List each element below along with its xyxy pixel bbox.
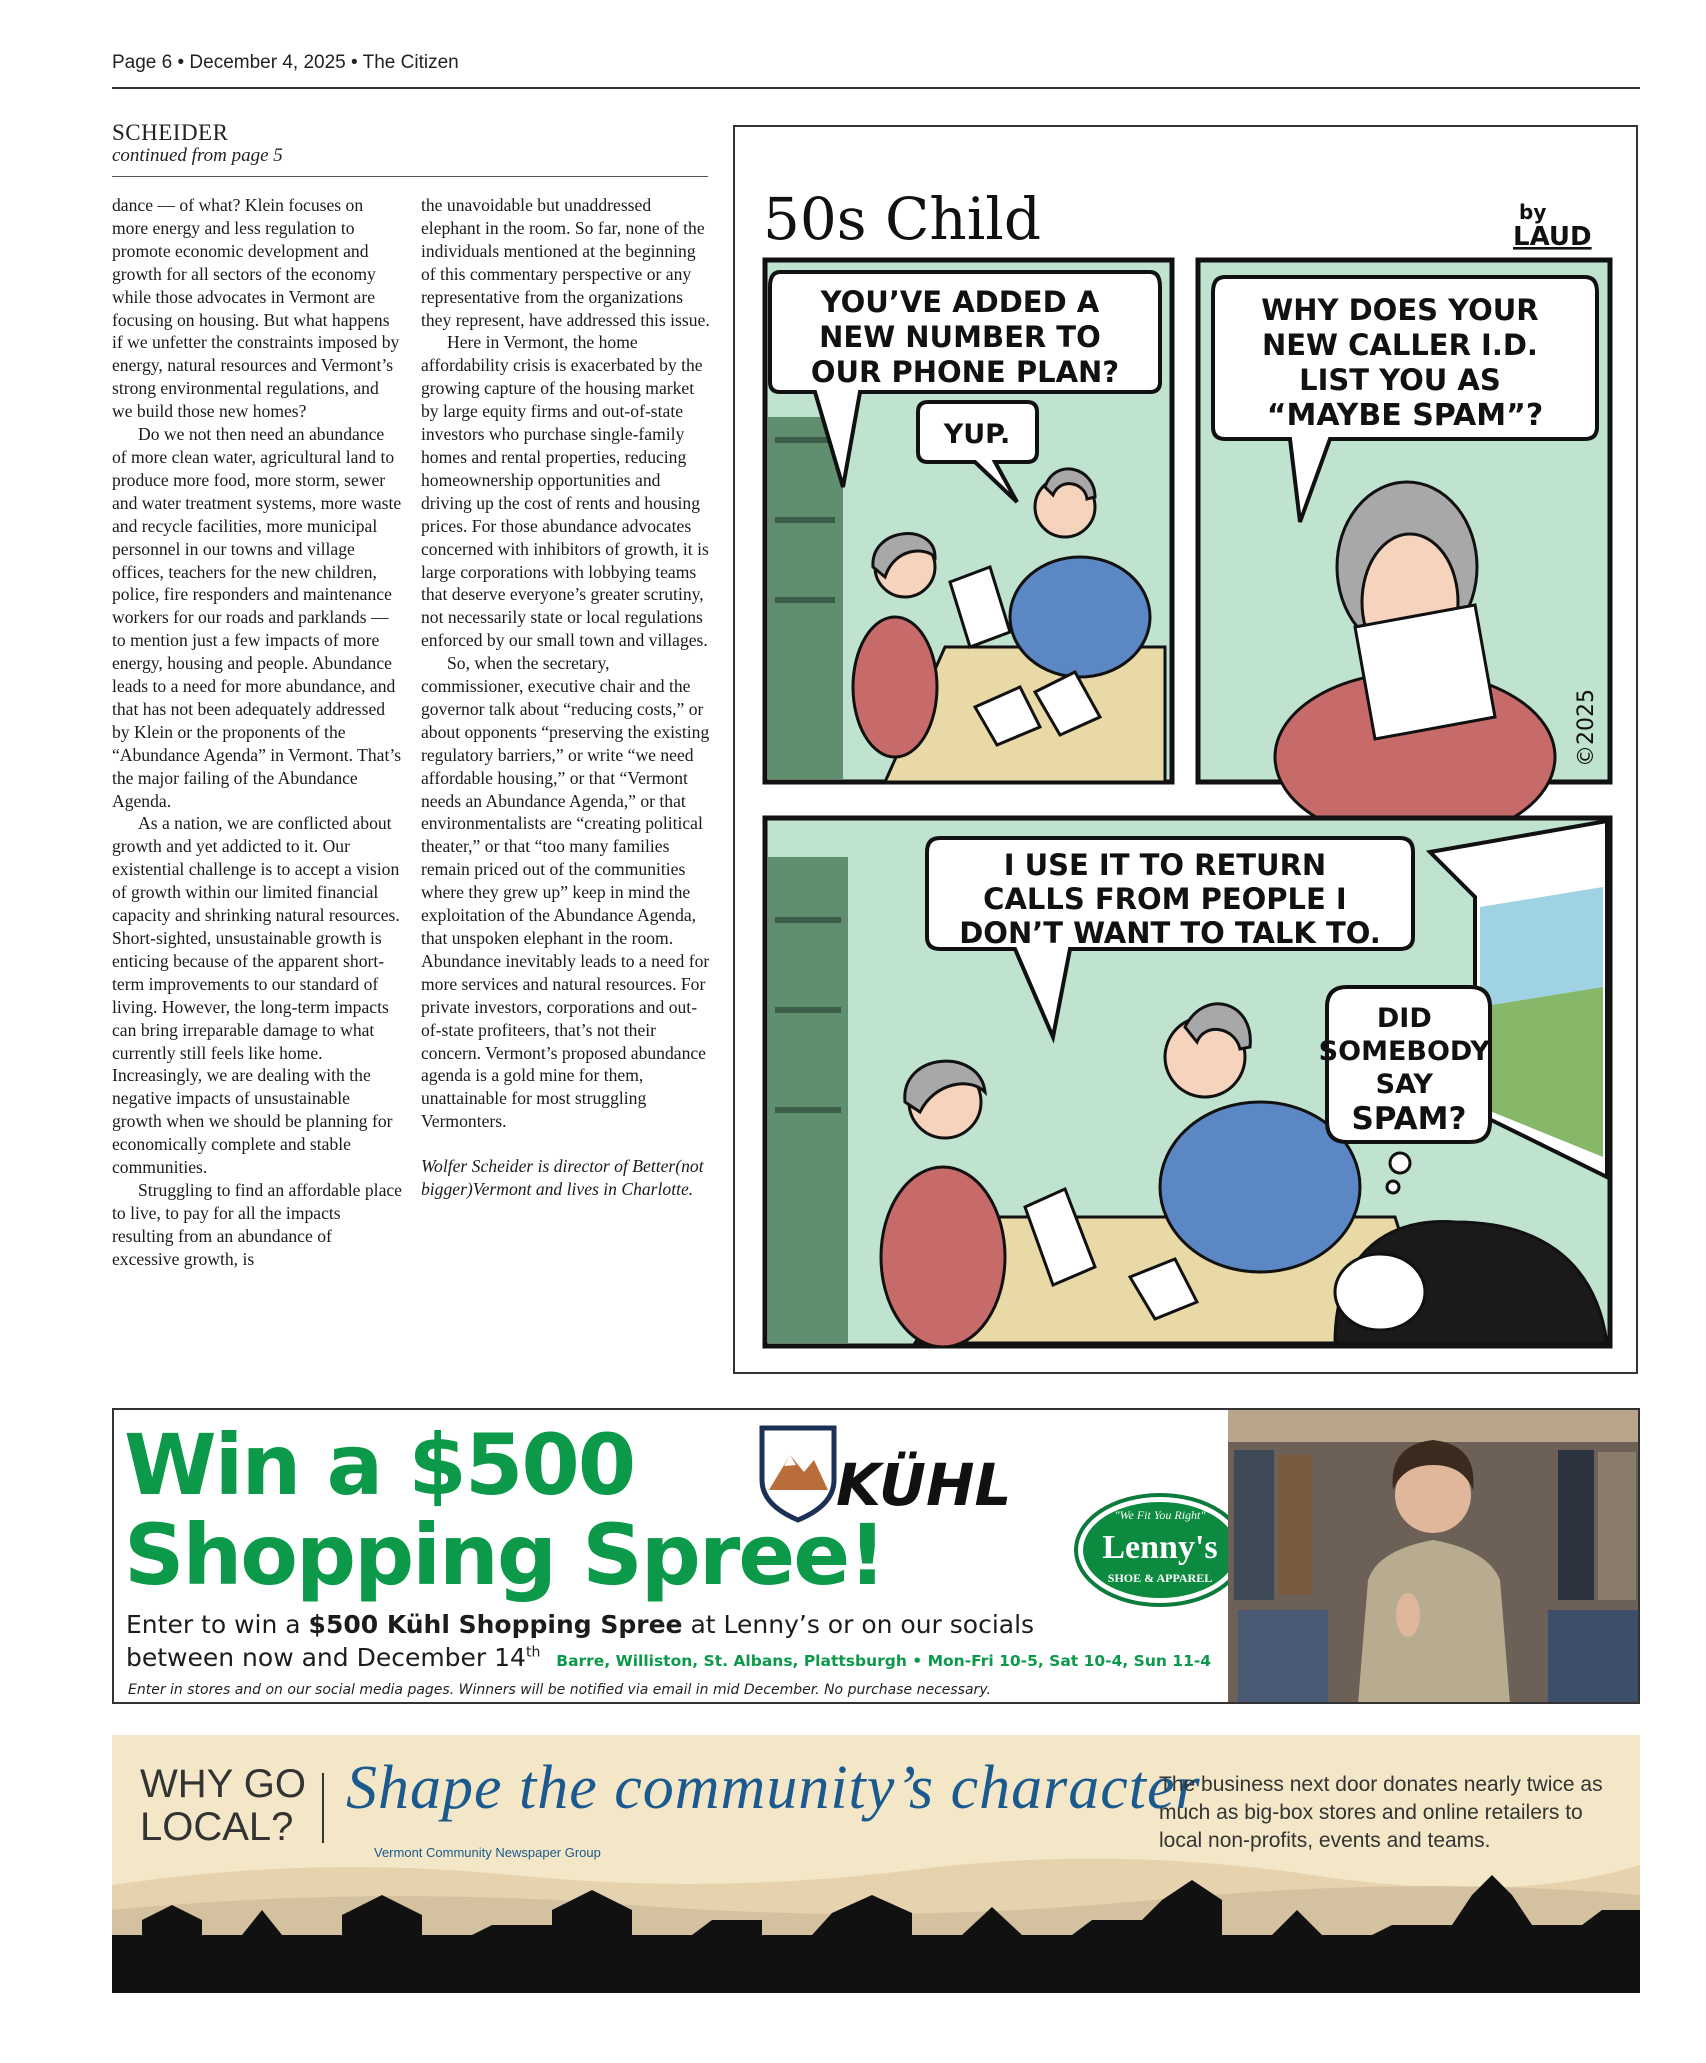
author-bio: Wolfer Scheider is director of Better(not bigger)Vermont and lives in Charlotte. — [421, 1156, 704, 1200]
ad-headline — [124, 1416, 885, 1604]
comic-p1-line-1: YOU’VE ADDED A — [820, 285, 1100, 319]
kuhl-wordmark: KÜHL — [836, 1451, 1012, 1519]
comic-panel-2 — [1198, 260, 1610, 842]
comic-p3-thought-4: SPAM? — [1351, 1101, 1467, 1137]
paragraph: As a nation, we are conflicted about growth and yet addicted to it. Our existential challenge is to accept a vision of growth within our limited financial capacity and shrinking natural resources. Short-sighted, unsustainable growth is enticing because of the apparent short-term improvements to our standard of living. However, the long-term impacts can bring irreparable damage to what currently still feels like home. Increasingly, we are dealing with the negative impacts of unsustainable growth when we should be planning for economically complete and stable communities. — [112, 813, 400, 1178]
comic-p3-thought-2: SOMEBODY — [1318, 1036, 1490, 1067]
ad-entry-line-2 — [126, 1643, 1211, 1672]
ad-entry-date: between now and December 14 — [126, 1643, 526, 1672]
comic-p2-line-4: “MAYBE SPAM”? — [1266, 398, 1544, 433]
ad-headline-line-2: Shopping Spree! — [124, 1506, 885, 1604]
lennys-logo — [1076, 1495, 1228, 1605]
comic-copyright: ©2025 — [1574, 689, 1599, 767]
article-column-2 — [421, 194, 711, 1201]
paragraph: dance — of what? Klein focuses on more energy and less regulation to promote economic development and growth for all sectors of the economy while those advocates in Vermont are focusing on housing. But what happens if we unfetter the constraints imposed by energy, natural resources and Vermont’s strong environmental regulations, and we build those new homes? — [112, 195, 400, 422]
ad-body-text: The business next door donates nearly twice as much as big-box stores and online retailers to local non-profits, events and teams. — [1159, 1773, 1603, 1852]
lennys-sub: SHOE & APPAREL — [1107, 1571, 1213, 1585]
comic-strip — [733, 125, 1638, 1374]
comic-p3-line-1: I USE IT TO RETURN — [1003, 848, 1327, 882]
comic-p2-line-1: WHY DOES YOUR — [1261, 293, 1539, 327]
comic-byline-by: by — [1519, 200, 1547, 224]
jump-line: continued from page 5 — [112, 145, 283, 166]
comic-p1-line-3: OUR PHONE PLAN? — [810, 355, 1120, 389]
comic-p3-line-2: CALLS FROM PEOPLE I — [983, 882, 1347, 916]
lennys-tagline: "We Fit You Right" — [1114, 1508, 1206, 1522]
comic-panel-1 — [765, 260, 1172, 782]
ad-entry-text: at Lenny’s or on our socials — [682, 1610, 1035, 1639]
paragraph: Struggling to find an affordable place to live, to pay for all the impacts resulting from an abundance of excessive growth, is — [112, 1179, 402, 1269]
comic-art — [735, 127, 1640, 1376]
svg-text:I USE IT TO RETURN CAL — [959, 848, 1381, 950]
ad-entry-line-1 — [126, 1610, 1034, 1639]
ad-headline-line-1: Win a $500 — [124, 1416, 635, 1514]
comic-p1-line-2: NEW NUMBER TO — [819, 320, 1101, 354]
kicker-rule — [112, 176, 708, 177]
why-go-local-ad — [112, 1735, 1640, 1993]
ad-fine-print: Enter in stores and on our social media pages. Winners will be notified via email in mid December. No purchase necessary. — [128, 1682, 991, 1698]
lennys-name: Lenny's — [1102, 1529, 1218, 1566]
comic-p3-thought-1: DID — [1376, 1003, 1432, 1034]
paragraph: Do we not then need an abundance of more clean water, agricultural land to produce more food, more storm, sewer and water treatment systems, more waste and recycle facilities, more municipal personnel in our towns and village offices, teachers for the new children, police, fire responders and maintenance workers for our roads and parklands — to mention just a few impacts of more energy, housing and people. Abundance leads to a need for more abundance, and that has not been adequately addressed by Klein or the proponents of the “Abundance Agenda” in Vermont. That’s the major failing of the Abundance Agenda. — [112, 424, 402, 811]
comic-p3-thought-3: SAY — [1375, 1069, 1433, 1100]
svg-text:YOU’VE ADDED A NEW NUM — [811, 285, 1119, 389]
paragraph: So, when the secretary, commissioner, executive chair and the governor talk about “reducing costs,” or about opponents “preserving the existing regulatory barriers,” or write “we need affordable housing,” or that “Vermont needs an Abundance Agenda,” or that environmentalists are “creating political theater,” or that “too many families remain priced out of the communities where they grew up” keep in mind the exploitation of the Abundance Agenda, that unspoken elephant in the room. Abundance inevitably leads to a need for more services and natural resources. For private investors, corporations and out-of-state profiteers, that’s not their concern. Vermont’s proposed abundance agenda is a gold mine for them, unattainable for most struggling Vermonters. — [421, 653, 710, 1132]
ad-photo — [1228, 1410, 1640, 1704]
comic-p3-line-3: DON’T WANT TO TALK TO. — [959, 916, 1381, 950]
why-go-local — [140, 1763, 306, 1849]
article-kicker: SCHEIDER — [112, 120, 229, 145]
comic-p2-line-2: NEW CALLER I.D. — [1261, 328, 1538, 362]
kuhl-ad[interactable] — [112, 1408, 1640, 1704]
article-column-1 — [112, 194, 402, 1271]
why-line-1: WHY GO — [140, 1762, 306, 1806]
comic-byline-name: LAUD — [1513, 222, 1592, 252]
paragraph: the unavoidable but unaddressed elephant in the room. So far, none of the individuals mentioned at the beginning of this commentary perspective or any representative from the organizations they represent, have addressed this issue. — [421, 195, 710, 330]
comic-p1-reply: YUP. — [943, 419, 1011, 450]
comic-p2-line-3: LIST YOU AS — [1299, 363, 1501, 397]
comic-panel-3 — [765, 818, 1610, 1347]
why-line-2: LOCAL? — [140, 1805, 294, 1849]
ad-locations-hours: Barre, Williston, St. Albans, Plattsburgh • Mon-Fri 10-5, Sat 10-4, Sun 11-4 — [556, 1652, 1212, 1670]
ad-group-name: Vermont Community Newspaper Group — [374, 1845, 601, 1860]
ad-divider — [322, 1773, 324, 1843]
comic-title: 50s Child — [763, 185, 1041, 253]
svg-text:WHY DOES YOUR NEW CALL — [1261, 293, 1548, 433]
paragraph: Here in Vermont, the home affordability crisis is exacerbated by the growing capture of the housing market by large equity firms and out-of-state investors who purchase single-family homes and rental properties, reducing homeownership opportunities and driving up the cost of rents and housing prices. For those abundance advocates concerned with inhibitors of growth, it is large corporations with lobbying teams that deserve everyone’s greater scrutiny, not necessarily state or local regulations enforced by our small town and villages. — [421, 332, 709, 651]
page-folio: Page 6 • December 4, 2025 • The Citizen — [112, 52, 459, 73]
ad-slogan: Shape the community’s character — [346, 1754, 1201, 1822]
ad-entry-text: Enter to win a — [126, 1610, 309, 1639]
ad-entry-prize: $500 Kühl Shopping Spree — [308, 1610, 683, 1639]
header-rule — [112, 87, 1640, 89]
ad-entry-date-suffix: th — [525, 1644, 541, 1661]
